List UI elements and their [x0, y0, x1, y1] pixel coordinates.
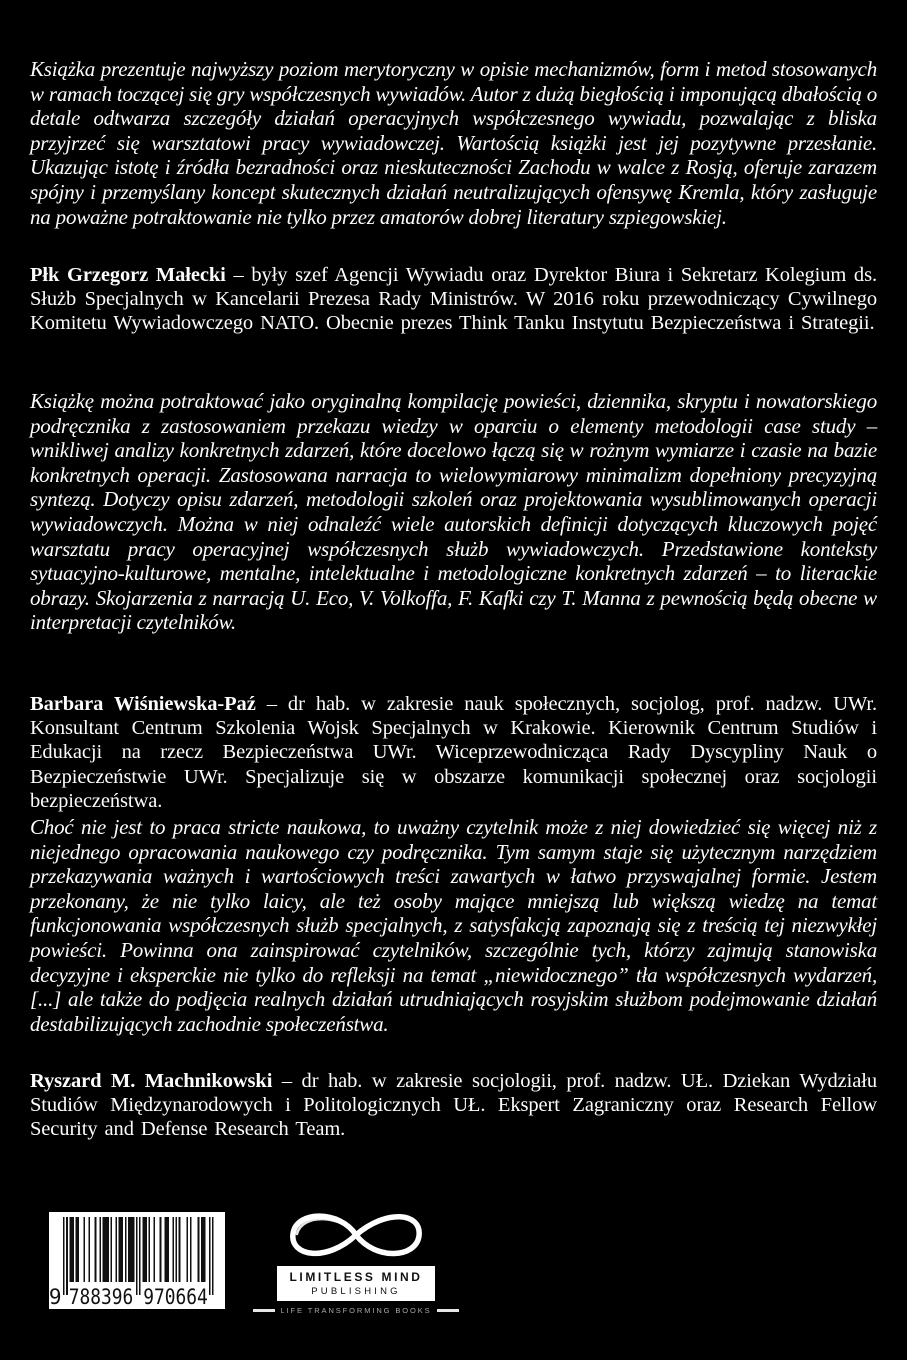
publisher-logo: [276, 1202, 436, 1315]
review-quote-1: Książka prezentuje najwyższy poziom merytoryczny w opisie mechanizmów, form i metod stosowanych w ramach toczącej się gry współczesnych wywiadów. Autor z dużą biegłością i imponującą dbałością o detale odtwarza szczegóły działań operacyjnych współczesnego wywiadu, pozwalając z bliska przyjrzeć się warsztatowi pracy wywiadowczej. Wartością książki jest jej pozytywne przesłanie. Ukazując istotę i źródła bezradności oraz nieskuteczności Zachodu w walce z Rosją, oferuje zarazem spójny i przemyślany koncept skutecznych działań neutralizujących ofensywę Kremla, który zasługuje na poważne potraktowanie nie tylko przez amatorów dobrej literatury szpiegowskiej.: [30, 57, 877, 229]
infinity-icon: [280, 1202, 432, 1268]
reviewer-name-3: Ryszard M. Machnikowski: [30, 1069, 273, 1092]
publisher-name-box: [277, 1266, 435, 1301]
reviewer-description-3: – dr hab. w zakresie socjologii, prof. nadzw. UŁ. Dziekan Wydziału Studiów Międzynarodowych i Politologicznych UŁ. Ekspert Zagraniczny oraz Research Fellow Security and Defense Research Team.: [30, 1069, 878, 1141]
reviewer-description-1: – były szef Agencji Wywiadu oraz Dyrektor Biura i Sekretarz Kolegium ds. Służb Specjalnych w Kancelarii Prezesa Rady Ministrów. W 2016 roku przewodniczący Cywilnego Komitetu Wywiadowczego NATO. Obecnie prezes Think Tanku Instytutu Bezpieczeństwa i Strategii.: [30, 263, 877, 335]
reviewer-name-1: Płk Grzegorz Małecki: [30, 263, 226, 286]
reviewer-description-2: – dr hab. w zakresie nauk społecznych, socjolog, prof. nadzw. UWr. Konsultant Centrum Szkolenia Wojsk Specjalnych w Krakowie. Kierownik Centrum Studiów i Edukacji na rzecz Bezpieczeństwa UWr. Wiceprzewodnicząca Rady Dyscypliny Nauk o Bezpieczeństwie UWr. Specjalizuje się w obszarze komunikacji społecznej oraz socjologii bezpieczeństwa.: [30, 692, 878, 813]
publisher-subtitle: PUBLISHING: [311, 1286, 401, 1297]
review-quote-2: Książkę można potraktować jako oryginalną kompilację powieści, dziennika, skryptu i nowatorskiego podręcznika z zastosowaniem przekazu wiedzy w oparciu o elementy metodologii case study – wnikliwej analizy konkretnych zdarzeń, które docelowo łączą się w rożnym wymiarze i czasie na bazie konkretnych operacji. Zastosowana narracja to wielowymiarowy minimalizm dopełniony precyzyjną syntezą. Dotyczy opisu zdarzeń, metodologii szkoleń oraz projektowania wysublimowanych operacji wywiadowczych. Można w niej odnaleźć wiele autorskich definicji dotyczących kluczowych pojęć warsztatu pracy operacyjnej współczesnych służb wywiadowczych. Przedstawione konteksty sytuacyjno-kulturowe, mentalne, intelektualne i metodologiczne konkretnych zdarzeń – to literackie obrazy. Skojarzenia z narracją U. Eco, V. Volkoffa, F. Kafki czy T. Manna z pewnością będą obecne w interpretacji czytelników.: [30, 389, 877, 635]
publisher-name: LIMITLESS MIND: [289, 1270, 423, 1284]
svg-text:9: 9: [49, 1285, 62, 1309]
barcode-image: [49, 1212, 225, 1309]
svg-text:788396: 788396: [68, 1285, 134, 1309]
publisher-tagline-row: [276, 1306, 436, 1315]
isbn-barcode: [49, 1212, 225, 1309]
review-quote-3: Choć nie jest to praca stricte naukowa, to uważny czytelnik może z niej dowiedzieć się więcej niż z niejednego opracowania naukowego czy podręcznika. Tym samym staje się użytecznym narzędziem przekazywania ważnych i wartościowych treści zawartych w łatwo przyswajalnej formie. Jestem przekonany, że nie tylko laicy, ale też osoby mające mniejszą lub większą wiedzę na temat funkcjonowania współczesnych służb specjalnych, z satysfakcją zapoznają się z treścią tej niezwykłej powieści. Powinna ona zainspirować czytelników, szczególnie tych, którzy zajmują stanowiska decyzyjne i eksperckie nie tylko do refleksji na temat „niewidocznego” tła współczesnych wydarzeń, [...] ale także do podjęcia realnych działań utrudniających rosyjskim służbom podejmowanie działań destabilizujących zachodnie społeczeństwa.: [30, 815, 877, 1036]
tagline-left-rule: [253, 1309, 275, 1312]
reviewer-bio-2: [30, 692, 877, 814]
svg-text:970664: 970664: [143, 1285, 208, 1309]
reviewer-name-2: Barbara Wiśniewska-Paź: [30, 692, 256, 715]
reviewer-bio-3: [30, 1069, 877, 1142]
reviewer-bio-1: [30, 263, 877, 336]
tagline-right-rule: [437, 1309, 459, 1312]
publisher-tagline: LIFE TRANSFORMING BOOKS: [280, 1306, 432, 1315]
